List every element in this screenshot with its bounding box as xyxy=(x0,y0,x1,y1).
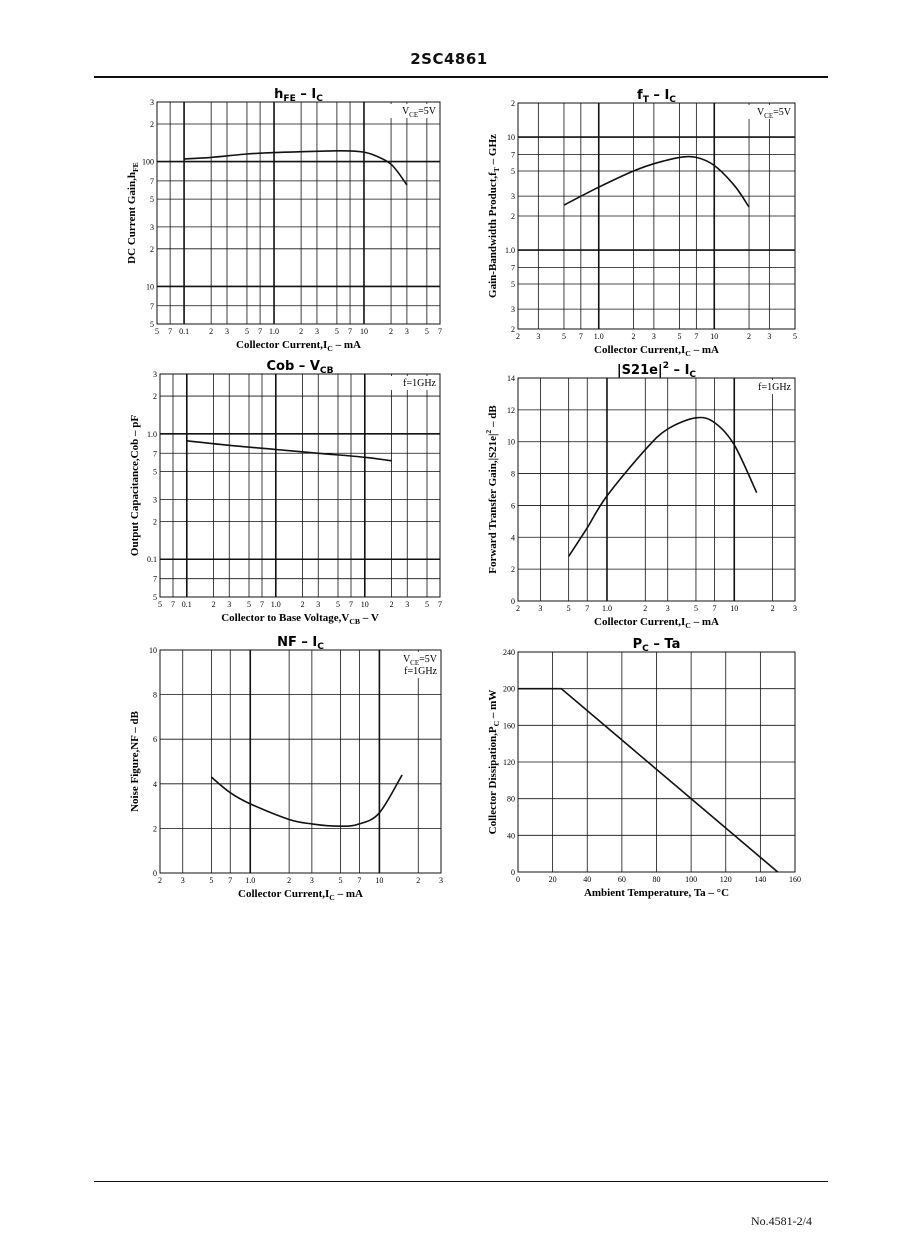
y-tick-label: 14 xyxy=(507,374,515,383)
x-tick-label: 0.1 xyxy=(181,600,192,609)
x-tick-label: 3 xyxy=(439,876,443,885)
y-tick-label: 200 xyxy=(503,684,515,694)
x-tick-label: 80 xyxy=(652,875,661,884)
y-tick-label: 2 xyxy=(150,119,154,129)
x-tick-label: 5 xyxy=(158,600,162,609)
x-tick-label: 10 xyxy=(375,876,384,885)
y-tick-label: 7 xyxy=(511,263,515,273)
y-tick-label: 2 xyxy=(511,565,515,575)
y-axis-label: Forward Transfer $Gain,|S21e|^2$ – dB xyxy=(484,405,499,574)
x-tick-label: 3 xyxy=(651,332,656,341)
x-tick-label: 2 xyxy=(287,876,292,885)
x-tick-label: 1.0 xyxy=(269,327,280,336)
x-tick-label: 2 xyxy=(300,600,305,609)
x-axis-label: Collector to Base $Voltage,V_{CB}$ – V xyxy=(221,612,379,626)
x-tick-label: 0.1 xyxy=(179,327,190,336)
x-tick-label: 7 xyxy=(694,332,699,341)
x-tick-label: 3 xyxy=(405,600,410,609)
y-tick-label: 10 xyxy=(507,133,515,143)
y-tick-label: 2 xyxy=(511,212,515,221)
y-tick-label: 2 xyxy=(153,392,157,402)
x-tick-label: 5 xyxy=(338,876,343,885)
x-tick-label: 3 xyxy=(224,327,229,336)
x-tick-label: 2 xyxy=(516,332,520,341)
y-tick-label: 5 xyxy=(511,280,515,290)
y-tick-label: 5 xyxy=(150,195,154,205)
chart-title: $P_C$ – Ta xyxy=(632,637,681,654)
x-tick-label: 5 xyxy=(209,876,214,885)
x-tick-label: 20 xyxy=(548,875,557,884)
legend-frequency: f=1GHz xyxy=(758,382,791,393)
x-tick-label: 3 xyxy=(665,604,670,613)
y-tick-label: 2 xyxy=(511,99,515,108)
series-line xyxy=(518,689,778,872)
x-tick-label: 2 xyxy=(389,327,394,336)
x-tick-label: 1.0 xyxy=(245,876,256,885)
x-tick-label: 3 xyxy=(793,604,797,613)
y-tick-label: 3 xyxy=(511,305,515,315)
x-tick-label: 60 xyxy=(617,875,626,884)
legend-frequency: f=1GHz xyxy=(404,666,437,677)
chart-title: NF – $I_C$ xyxy=(277,635,324,652)
x-tick-label: 160 xyxy=(789,875,801,884)
y-tick-label: 10 xyxy=(146,282,154,292)
y-tick-label: 12 xyxy=(507,405,515,415)
y-tick-label: 0 xyxy=(511,868,515,877)
x-tick-label: 5 xyxy=(424,600,429,609)
x-tick-label: 2 xyxy=(416,876,421,885)
y-axis-label: Gain-Bandwidth $Product,f_T$ – GHz xyxy=(487,134,501,298)
y-axis-label: Collector $Dissipation,P_C$ – mW xyxy=(487,689,501,835)
y-tick-label: 5 xyxy=(153,467,157,477)
x-tick-label: 3 xyxy=(404,327,409,336)
x-tick-label: 10 xyxy=(360,600,369,609)
y-axis-label: Noise Figure,NF – dB xyxy=(129,711,141,812)
y-tick-label: 2 xyxy=(150,244,154,254)
x-tick-label: 7 xyxy=(349,600,354,609)
x-tick-label: 5 xyxy=(335,600,340,609)
x-tick-label: 7 xyxy=(585,604,590,613)
x-tick-label: 10 xyxy=(359,327,368,336)
chart-title: $|S21e|^2 - I_C$ xyxy=(616,361,697,380)
y-tick-label: 2 xyxy=(153,824,157,834)
legend-frequency: f=1GHz xyxy=(403,378,436,389)
x-tick-label: 5 xyxy=(566,604,571,613)
y-tick-label: 0 xyxy=(511,597,515,606)
y-tick-label: 5 xyxy=(511,167,515,177)
y-tick-label: 7 xyxy=(511,150,515,160)
x-tick-label: 3 xyxy=(227,600,232,609)
y-tick-label: 80 xyxy=(507,794,515,804)
x-tick-label: 40 xyxy=(583,875,592,884)
y-tick-label: 4 xyxy=(511,533,515,543)
chart-title: Cob – $V_{CB}$ xyxy=(266,359,334,376)
legend-vce: $V_{CE}=5V$ xyxy=(756,107,791,120)
x-tick-label: 2 xyxy=(299,327,304,336)
x-tick-label: 3 xyxy=(767,332,772,341)
x-tick-label: 7 xyxy=(258,327,263,336)
chart-title: $h_{FE} - I_C$ xyxy=(274,87,323,104)
x-tick-label: 1.0 xyxy=(270,600,281,609)
x-tick-label: 2 xyxy=(516,604,520,613)
x-tick-label: 1.0 xyxy=(601,604,612,613)
x-tick-label: 2 xyxy=(158,876,162,885)
x-tick-label: 2 xyxy=(643,604,648,613)
x-tick-label: 2 xyxy=(209,327,214,336)
x-tick-label: 3 xyxy=(538,604,543,613)
y-tick-label: 3 xyxy=(153,370,157,379)
x-tick-label: 7 xyxy=(260,600,265,609)
y-tick-label: 0.1 xyxy=(147,555,157,565)
x-tick-label: 120 xyxy=(719,875,732,884)
x-tick-label: 3 xyxy=(314,327,319,336)
y-tick-label: 1.0 xyxy=(147,429,157,439)
x-tick-label: 7 xyxy=(168,327,173,336)
y-tick-label: 8 xyxy=(511,469,515,479)
y-tick-label: 7 xyxy=(153,449,157,459)
x-tick-label: 7 xyxy=(438,327,442,336)
y-tick-label: 7 xyxy=(150,301,154,311)
y-tick-label: 120 xyxy=(503,758,515,767)
x-axis-label: Ambient Temperature, Ta – °C xyxy=(583,887,730,899)
x-tick-label: 1.0 xyxy=(593,332,604,341)
x-tick-label: 7 xyxy=(578,332,583,341)
y-tick-label: 160 xyxy=(503,721,515,731)
y-axis-label: DC Current $Gain,h_{FE}$ xyxy=(126,162,140,264)
x-tick-label: 2 xyxy=(211,600,216,609)
x-tick-label: 5 xyxy=(793,332,797,341)
y-tick-label: 7 xyxy=(150,176,154,186)
y-tick-label: 2 xyxy=(511,325,515,334)
x-tick-label: 10 xyxy=(710,332,719,341)
x-axis-label: Collector $Current,I_C$ – mA xyxy=(238,888,363,902)
y-tick-label: 3 xyxy=(511,192,515,202)
y-tick-label: 1.0 xyxy=(505,246,515,256)
x-tick-label: 7 xyxy=(357,876,362,885)
x-tick-label: 3 xyxy=(309,876,314,885)
x-tick-label: 7 xyxy=(712,604,717,613)
x-tick-label: 0 xyxy=(516,875,520,884)
y-tick-label: 5 xyxy=(153,593,157,602)
y-axis-label: Output Capacitance,Cob – pF xyxy=(129,414,141,557)
x-tick-label: 3 xyxy=(536,332,541,341)
y-tick-label: 7 xyxy=(153,574,157,584)
y-tick-label: 4 xyxy=(153,779,157,789)
x-tick-label: 5 xyxy=(677,332,682,341)
x-axis-label: Collector $Current,I_C$ – mA xyxy=(594,616,719,630)
y-tick-label: 3 xyxy=(150,222,154,232)
x-tick-label: 3 xyxy=(180,876,185,885)
x-tick-label: 5 xyxy=(246,600,251,609)
x-tick-label: 2 xyxy=(747,332,752,341)
y-tick-label: 0 xyxy=(153,869,157,878)
y-tick-label: 8 xyxy=(153,690,157,700)
legend-vce: $V_{CE}=5V$ xyxy=(402,654,437,667)
y-tick-label: 3 xyxy=(150,98,154,107)
x-axis-label: Collector $Current,I_C$ – mA xyxy=(236,339,361,353)
x-tick-label: 10 xyxy=(730,604,739,613)
y-tick-label: 40 xyxy=(507,831,515,841)
x-axis-label: Collector $Current,I_C$ – mA xyxy=(594,344,719,358)
x-tick-label: 100 xyxy=(685,875,698,884)
x-tick-label: 5 xyxy=(424,327,429,336)
x-tick-label: 7 xyxy=(438,600,442,609)
x-tick-label: 5 xyxy=(244,327,249,336)
x-tick-label: 3 xyxy=(316,600,321,609)
x-tick-label: 2 xyxy=(631,332,636,341)
legend-vce: $V_{CE}=5V$ xyxy=(401,106,436,119)
y-tick-label: 240 xyxy=(503,648,515,657)
y-tick-label: 10 xyxy=(507,437,515,447)
part-number: 2SC4861 xyxy=(410,50,488,68)
x-tick-label: 140 xyxy=(754,875,767,884)
y-tick-label: 100 xyxy=(142,157,154,167)
y-tick-label: 5 xyxy=(150,320,154,329)
x-tick-label: 5 xyxy=(334,327,339,336)
x-tick-label: 7 xyxy=(348,327,353,336)
x-tick-label: 7 xyxy=(171,600,176,609)
chart-title: $f_T - I_C$ xyxy=(637,88,676,105)
y-tick-label: 10 xyxy=(149,646,157,655)
y-tick-label: 2 xyxy=(153,517,157,527)
x-tick-label: 2 xyxy=(770,604,775,613)
x-tick-label: 2 xyxy=(389,600,394,609)
x-tick-label: 7 xyxy=(228,876,233,885)
y-tick-label: 3 xyxy=(153,495,157,505)
y-tick-label: 6 xyxy=(153,735,157,745)
page-reference: No.4581-2/4 xyxy=(751,1214,812,1228)
x-tick-label: 5 xyxy=(561,332,566,341)
x-tick-label: 5 xyxy=(155,327,159,336)
x-tick-label: 5 xyxy=(693,604,698,613)
y-tick-label: 6 xyxy=(511,501,515,511)
